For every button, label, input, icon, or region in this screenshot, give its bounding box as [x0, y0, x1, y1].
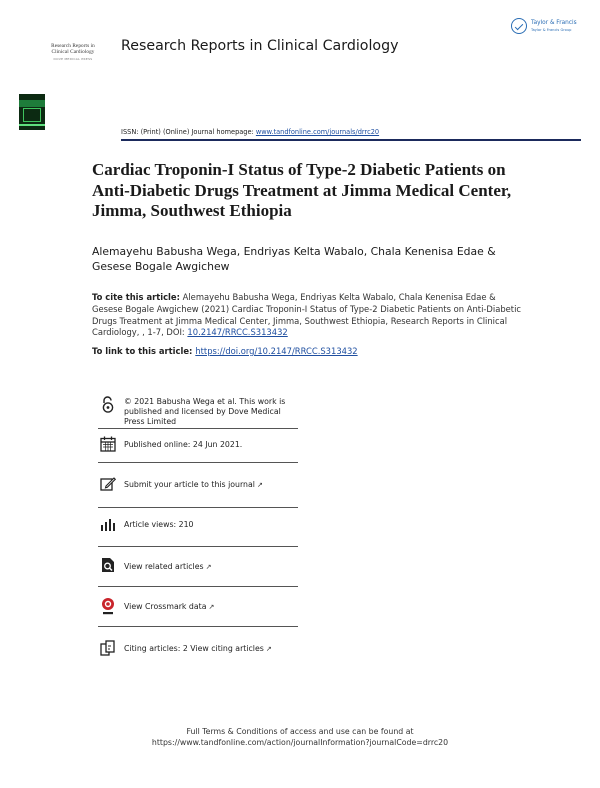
related-search-icon: [100, 557, 116, 573]
citing-articles-link[interactable]: [124, 644, 294, 654]
submit-article-link[interactable]: [124, 480, 294, 490]
citing-articles-label[interactable]: Citing articles: 2 View citing articles: [124, 644, 264, 653]
info-divider: [98, 546, 298, 547]
publisher-logo-icon: [511, 18, 527, 34]
related-articles-link[interactable]: [124, 562, 294, 572]
edit-icon: [100, 476, 116, 492]
journal-cover-brand: [38, 44, 108, 61]
issn-text: ISSN: (Print) (Online) Journal homepage:: [121, 128, 256, 136]
brand-subtitle: DOVE MEDICAL PRESS: [53, 57, 93, 62]
info-divider: [98, 462, 298, 463]
external-link-icon: ↗: [205, 563, 212, 571]
license-text: © 2021 Babusha Wega et al. This work is published and licensed by Dove Medical Press Limited: [124, 397, 286, 427]
info-divider: [98, 428, 298, 429]
article-views-text: Article views: 210: [124, 520, 194, 529]
journal-title[interactable]: Research Reports in Clinical Cardiology: [121, 38, 399, 54]
link-label: To link to this article:: [92, 346, 196, 356]
footer-line-1: Full Terms & Conditions of access and use can be found at: [186, 727, 414, 736]
cite-text: Alemayehu Babusha Wega, Endriyas Kelta Wabalo, Chala Kenenisa Edae & Gesese Bogale Awgichew (2021) Cardiac Troponin-I Status of Type-2 Diabetic Patients on Anti-Diabetic Drugs Treatment at Jimma Medical Center, Jimma, Southwest Ethiopia, Research Reports in Clinical Cardiology, , 1-7, DOI:: [92, 292, 522, 338]
doi-link[interactable]: 10.2147/RRCC.S313432: [187, 327, 288, 338]
calendar-icon: [100, 436, 116, 452]
info-divider: [98, 507, 298, 508]
article-link-line: [92, 346, 358, 356]
crossmark-link[interactable]: [124, 602, 294, 612]
external-link-icon: ↗: [265, 645, 272, 653]
journal-homepage-link[interactable]: www.tandfonline.com/journals/drrc20: [255, 128, 380, 136]
citing-articles-icon: [100, 640, 116, 656]
open-access-icon: [100, 396, 116, 412]
submit-article-label[interactable]: Submit your article to this journal: [124, 480, 255, 489]
journal-cover-thumbnail[interactable]: [19, 94, 45, 130]
journal-brand-text: [38, 44, 108, 55]
footer-terms-link[interactable]: https://www.tandfonline.com/action/journalInformation?journalCode=drrc20: [151, 738, 449, 747]
info-divider: [98, 626, 298, 627]
publisher-name: Taylor & Francis: [531, 20, 577, 26]
external-link-icon: ↗: [208, 603, 215, 611]
external-link-icon: ↗: [256, 481, 263, 489]
brand-line-1: Research Reports in: [51, 43, 95, 49]
article-authors: Alemayehu Babusha Wega, Endriyas Kelta Wabalo, Chala Kenenisa Edae & Gesese Bogale Awgichew: [92, 245, 496, 274]
info-divider: [98, 586, 298, 587]
header-divider: [121, 139, 581, 141]
article-url-link[interactable]: https://doi.org/10.2147/RRCC.S313432: [195, 346, 358, 356]
bar-chart-icon: [100, 516, 116, 532]
citation-block: [92, 292, 522, 339]
brand-line-2: Clinical Cardiology: [51, 48, 95, 55]
publisher-tagline: Taylor & Francis Group: [531, 28, 572, 32]
cite-label: To cite this article:: [92, 292, 180, 302]
footer-terms: [0, 726, 600, 748]
issn-line: [121, 128, 379, 136]
cover-stripe: [19, 124, 45, 126]
crossmark-label[interactable]: View Crossmark data: [124, 602, 207, 611]
related-articles-label[interactable]: View related articles: [124, 562, 204, 571]
article-title: Cardiac Troponin-I Status of Type-2 Diabetic Patients on Anti-Diabetic Drugs Treatment at Jimma Medical Center, Jimma, Southwest Ethiopia: [92, 160, 512, 221]
publisher-logo[interactable]: [509, 16, 587, 38]
crossmark-icon: [100, 597, 116, 613]
cover-frame: [23, 108, 41, 122]
published-text: Published online: 24 Jun 2021.: [124, 440, 243, 449]
cover-band: [19, 100, 45, 107]
